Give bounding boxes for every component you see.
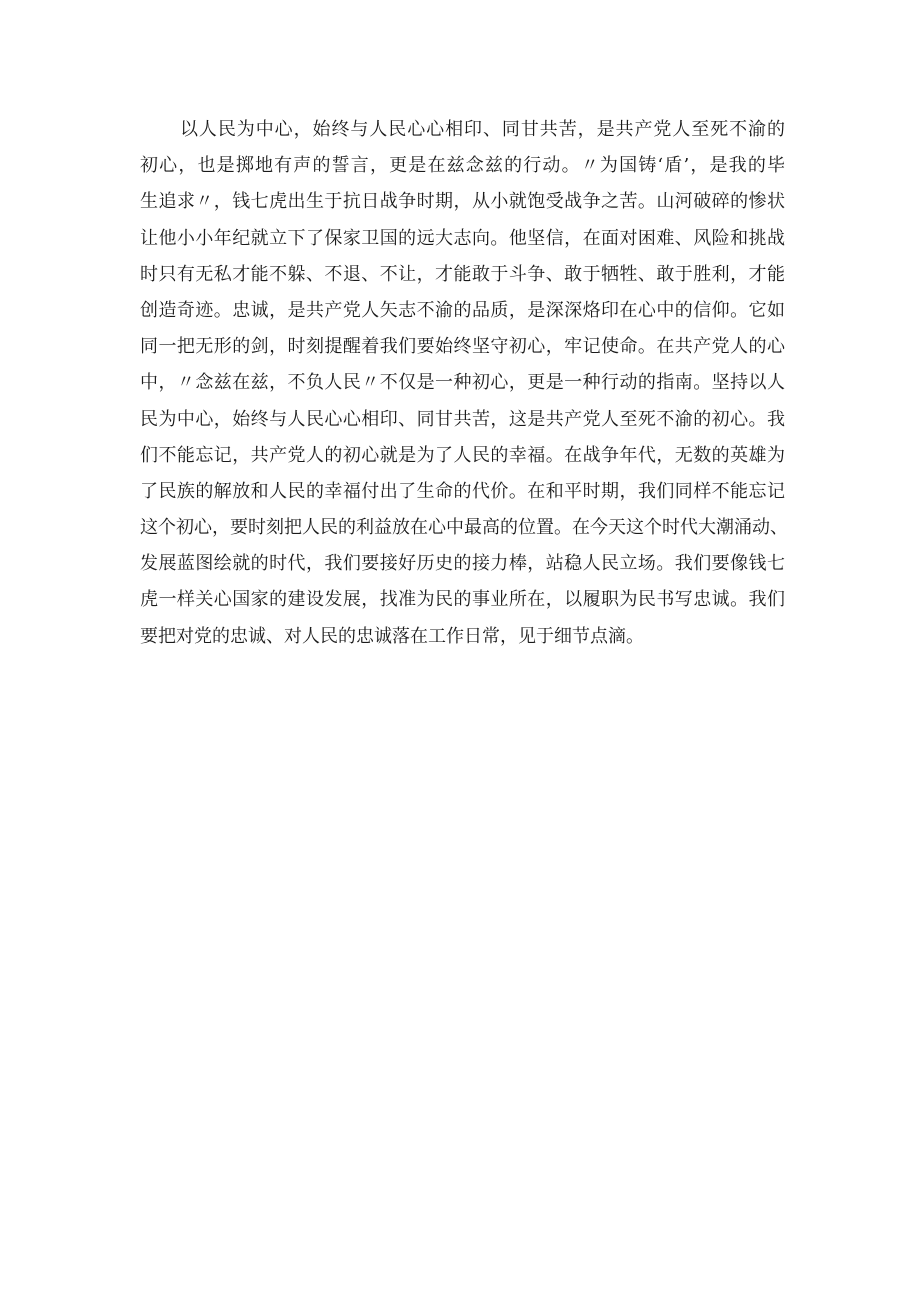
paragraph-line: 生追求〃，钱七虎出生于抗日战争时期，从小就饱受战争之苦。山河破碎的惨状 xyxy=(140,191,785,213)
paragraph-line: 时只有无私才能不躲、不退、不让，才能敢于斗争、敢于牺牲、敢于胜利，才能 xyxy=(140,263,785,285)
paragraph-line: 虎一样关心国家的建设发展，找准为民的事业所在，以履职为民书写忠诚。我们 xyxy=(140,589,785,611)
paragraph-line: 发展蓝图绘就的时代，我们要接好历史的接力棒，站稳人民立场。我们要像钱七 xyxy=(140,553,785,575)
paragraph-line: 这个初心，要时刻把人民的利益放在心中最高的位置。在今天这个时代大潮涌动、 xyxy=(140,517,788,539)
paragraph-line: 了民族的解放和人民的幸福付出了生命的代价。在和平时期，我们同样不能忘记 xyxy=(140,480,785,502)
paragraph-line: 同一把无形的剑，时刻提醒着我们要始终坚守初心，牢记使命。在共产党人的心 xyxy=(140,336,785,358)
paragraph-line: 要把对党的忠诚、对人民的忠诚落在工作日常，见于细节点滴。 xyxy=(140,625,644,647)
paragraph-line: 们不能忘记，共产党人的初心就是为了人民的幸福。在战争年代，无数的英雄为 xyxy=(140,444,785,466)
paragraph-line: 民为中心，始终与人民心心相印、同甘共苦，这是共产党人至死不渝的初心。我 xyxy=(140,408,785,430)
paragraph-line: 初心，也是掷地有声的誓言，更是在兹念兹的行动。〃为国铸‘盾’，是我的毕 xyxy=(140,155,785,177)
paragraph-line: 以人民为中心，始终与人民心心相印、同甘共苦，是共产党人至死不渝的 xyxy=(180,119,785,140)
paragraph-line: 中，〃念兹在兹，不负人民〃不仅是一种初心，更是一种行动的指南。坚持以人 xyxy=(140,372,785,394)
paragraph-line: 让他小小年纪就立下了保家卫国的远大志向。他坚信，在面对困难、风险和挑战 xyxy=(140,227,785,249)
body-paragraph xyxy=(140,112,788,655)
paragraph-line: 创造奇迹。忠诚，是共产党人矢志不渝的品质，是深深烙印在心中的信仰。它如 xyxy=(140,299,785,321)
